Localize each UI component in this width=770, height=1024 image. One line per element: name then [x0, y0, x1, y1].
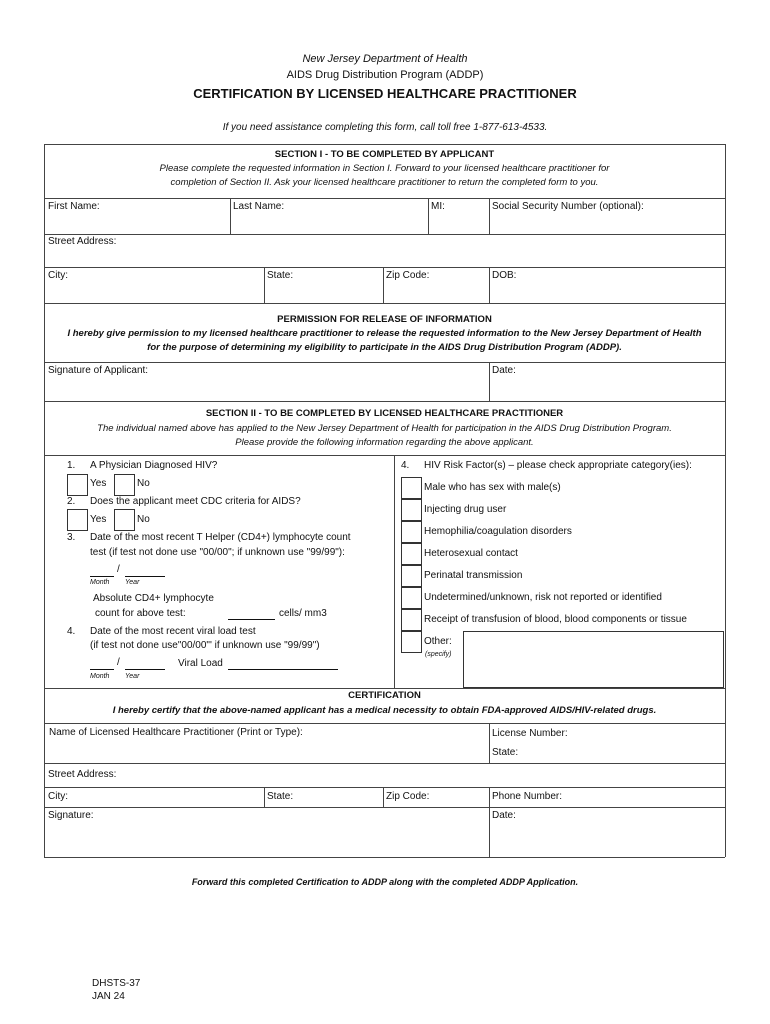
risk-specify-caption: (specify): [425, 651, 452, 658]
permission-title: PERMISSION FOR RELEASE OF INFORMATION: [277, 314, 492, 325]
q1-yes-label: Yes: [90, 478, 107, 489]
risk-msm-checkbox[interactable]: [401, 477, 422, 499]
viral-year-caption: Year: [125, 673, 140, 680]
question1-number: 1.: [67, 460, 76, 471]
q2-no-label: No: [137, 514, 150, 525]
practitioner-phone-field[interactable]: Phone Number:: [492, 791, 563, 802]
risk-title: HIV Risk Factor(s) – please check appropriate category(ies):: [424, 460, 692, 471]
forward-instruction: Forward this completed Certification to ADDP along with the completed ADDP Application.: [191, 877, 579, 887]
q1-yes-checkbox[interactable]: [67, 474, 88, 496]
state-field[interactable]: State:: [267, 270, 294, 281]
risk-number: 4.: [401, 460, 410, 471]
q2-yes-checkbox[interactable]: [67, 509, 88, 531]
risk-idu-label: Injecting drug user: [424, 504, 507, 515]
q1-no-checkbox[interactable]: [114, 474, 135, 496]
program-name: AIDS Drug Distribution Program (ADDP): [286, 69, 484, 81]
cd4-count-input[interactable]: [228, 619, 275, 620]
risk-heterosexual-label: Heterosexual contact: [424, 548, 518, 559]
question4-text-1: Date of the most recent viral load test: [90, 626, 256, 637]
risk-perinatal-checkbox[interactable]: [401, 565, 422, 587]
certification-title: CERTIFICATION: [348, 690, 421, 701]
question4-number: 4.: [67, 626, 76, 637]
risk-other-input[interactable]: [463, 631, 724, 688]
viral-load-input[interactable]: [228, 669, 338, 670]
first-name-field[interactable]: First Name:: [48, 201, 100, 212]
q2-yes-label: Yes: [90, 514, 107, 525]
practitioner-state-field[interactable]: State:: [267, 791, 294, 802]
section1-instructions-2: completion of Section II. Ask your licensed healthcare practitioner to return the completed form to you.: [170, 177, 599, 188]
q2-no-checkbox[interactable]: [114, 509, 135, 531]
section1-instructions-1: Please complete the requested information in Section I. Forward to your licensed healthcare practitioner for: [159, 163, 610, 174]
mi-field[interactable]: MI:: [431, 201, 445, 212]
section1-title: SECTION I - TO BE COMPLETED BY APPLICANT: [274, 149, 495, 160]
practitioner-street-field[interactable]: Street Address:: [48, 769, 117, 780]
viral-date-slash: /: [117, 657, 120, 668]
question4-text-2: (if test not done use"00/00"' if unknown use "99/99"): [90, 640, 320, 651]
risk-msm-label: Male who has sex with male(s): [424, 482, 561, 493]
permission-statement-2: for the purpose of determining my eligibility to participate in the AIDS Drug Distribution Program (ADDP).: [147, 342, 622, 353]
cd4-year-input[interactable]: [125, 576, 165, 577]
risk-transfusion-label: Receipt of transfusion of blood, blood components or tissue: [424, 614, 687, 625]
form-title: CERTIFICATION BY LICENSED HEALTHCARE PRACTITIONER: [193, 86, 577, 101]
question2-number: 2.: [67, 496, 76, 507]
risk-other-checkbox[interactable]: [401, 631, 422, 653]
question3-text-2: test (if test not done use "00/00"; if unknown use "99/99"):: [90, 547, 345, 558]
question1-text: A Physician Diagnosed HIV?: [90, 460, 218, 471]
agency-name: New Jersey Department of Health: [302, 53, 468, 65]
cells-unit: cells/ mm3: [279, 608, 327, 619]
risk-undetermined-checkbox[interactable]: [401, 587, 422, 609]
license-state-field[interactable]: State:: [492, 747, 519, 758]
certification-statement: I hereby certify that the above-named applicant has a medical necessity to obtain FDA-approved AIDS/HIV-related drugs.: [112, 705, 657, 716]
last-name-field[interactable]: Last Name:: [233, 201, 285, 212]
absolute-cd4-label-2: count for above test:: [95, 608, 186, 619]
applicant-signature-field[interactable]: Signature of Applicant:: [48, 365, 149, 376]
section2-title: SECTION II - TO BE COMPLETED BY LICENSED HEALTHCARE PRACTITIONER: [205, 408, 564, 419]
question2-text: Does the applicant meet CDC criteria for AIDS?: [90, 496, 301, 507]
risk-transfusion-checkbox[interactable]: [401, 609, 422, 631]
risk-undetermined-label: Undetermined/unknown, risk not reported or identified: [424, 592, 662, 603]
risk-hemophilia-label: Hemophilia/coagulation disorders: [424, 526, 572, 537]
cd4-year-caption: Year: [125, 579, 140, 586]
viral-load-label: Viral Load: [178, 658, 223, 669]
practitioner-zip-field[interactable]: Zip Code:: [386, 791, 430, 802]
risk-hemophilia-checkbox[interactable]: [401, 521, 422, 543]
assistance-text: If you need assistance completing this form, call toll free 1-877-613-4533.: [222, 122, 548, 133]
ssn-field[interactable]: Social Security Number (optional):: [492, 201, 644, 212]
viral-year-input[interactable]: [125, 669, 165, 670]
street-address-field[interactable]: Street Address:: [48, 236, 117, 247]
practitioner-signature-field[interactable]: Signature:: [48, 810, 94, 821]
practitioner-name-field[interactable]: Name of Licensed Healthcare Practitioner (Print or Type):: [49, 727, 303, 738]
form-date: JAN 24: [92, 991, 125, 1002]
zip-code-field[interactable]: Zip Code:: [386, 270, 430, 281]
dob-field[interactable]: DOB:: [492, 270, 517, 281]
city-field[interactable]: City:: [48, 270, 68, 281]
question3-text-1: Date of the most recent T Helper (CD4+) lymphocyte count: [90, 532, 351, 543]
risk-other-label: Other:: [424, 636, 452, 647]
section2-instructions-1: The individual named above has applied to the New Jersey Department of Health for participation in the AIDS Drug Distribution Program.: [97, 423, 672, 434]
applicant-date-field[interactable]: Date:: [492, 365, 516, 376]
viral-month-input[interactable]: [90, 669, 114, 670]
license-number-field[interactable]: License Number:: [492, 728, 568, 739]
cd4-month-input[interactable]: [90, 576, 114, 577]
cd4-month-caption: Month: [90, 579, 110, 586]
practitioner-city-field[interactable]: City:: [48, 791, 68, 802]
practitioner-date-field[interactable]: Date:: [492, 810, 516, 821]
risk-heterosexual-checkbox[interactable]: [401, 543, 422, 565]
risk-idu-checkbox[interactable]: [401, 499, 422, 521]
section2-instructions-2: Please provide the following information regarding the above applicant.: [235, 437, 534, 448]
absolute-cd4-label-1: Absolute CD4+ lymphocyte: [93, 593, 214, 604]
risk-perinatal-label: Perinatal transmission: [424, 570, 523, 581]
cd4-date-slash: /: [117, 564, 120, 575]
viral-month-caption: Month: [90, 673, 110, 680]
question3-number: 3.: [67, 532, 76, 543]
permission-statement-1: I hereby give permission to my licensed healthcare practitioner to release the requested information to the New Jersey Department of Health: [67, 328, 702, 339]
q1-no-label: No: [137, 478, 150, 489]
form-id: DHSTS-37: [92, 978, 141, 989]
